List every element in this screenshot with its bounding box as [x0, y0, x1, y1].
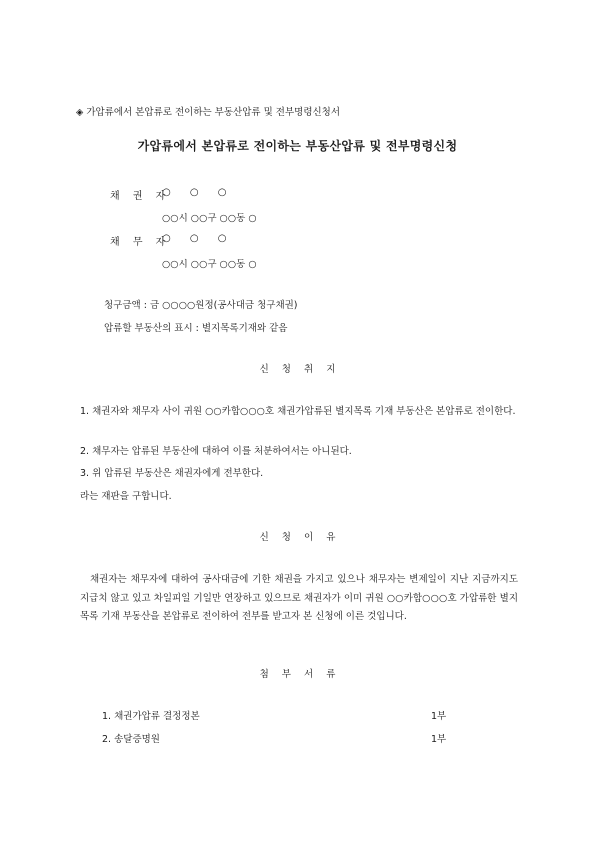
purpose-item-2: 2. 채무자는 압류된 부동산에 대하여 이를 처분하여서는 아니된다. — [80, 446, 352, 457]
claim-amount: 청구금액 : 금 ○○○○원정(공사대금 청구채권) — [104, 300, 298, 311]
creditor-label: 채 권 자 — [110, 191, 171, 202]
property-description: 압류할 부동산의 표시 : 별지목록기재와 같음 — [104, 323, 288, 334]
attachment-item-1-count: 1부 — [431, 711, 447, 722]
attachments-heading: 첨 부 서 류 — [259, 669, 336, 680]
creditor-name: ○ ○ ○ — [162, 187, 235, 198]
debtor-address: ○○시 ○○구 ○○동 ○ — [162, 259, 257, 270]
creditor-address: ○○시 ○○구 ○○동 ○ — [162, 213, 257, 224]
attachment-item-2-count: 1부 — [431, 734, 447, 745]
attachment-item-2-label: 2. 송달증명원 — [102, 734, 160, 745]
purpose-heading: 신 청 취 지 — [259, 364, 336, 375]
purpose-item-1: 1. 채권자와 채무자 사이 귀원 ○○카합○○○호 채권가압류된 별지목록 기재 부동산은 본압류로 전이한다. — [80, 406, 516, 417]
reason-heading: 신 청 이 유 — [259, 532, 336, 543]
debtor-label: 채 무 자 — [110, 237, 171, 248]
attachment-item-1-label: 1. 채권가압류 결정정본 — [102, 711, 200, 722]
reason-paragraph: 채권자는 채무자에 대하여 공사대금에 기한 채권을 가지고 있으나 채무자는 변제일이 지난 지금까지도 지급치 않고 있고 차일피일 기일만 연장하고 있으므로 채권자가 이미 귀원 ○○카합○○○호 가압류한 별지목록 기재 부동산을 본압류로 전이하여 전부를 받고자 본 신청에 이른 것입니다. — [80, 574, 518, 622]
document-title: 가압류에서 본압류로 전이하는 부동산압류 및 전부명령신청 — [137, 139, 458, 153]
purpose-closing: 라는 재판을 구합니다. — [80, 491, 172, 502]
purpose-item-3: 3. 위 압류된 부동산은 채권자에게 전부한다. — [80, 468, 264, 479]
header-note: ◈ 가압류에서 본압류로 전이하는 부동산압류 및 전부명령신청서 — [76, 107, 341, 118]
debtor-name: ○ ○ ○ — [162, 233, 235, 244]
